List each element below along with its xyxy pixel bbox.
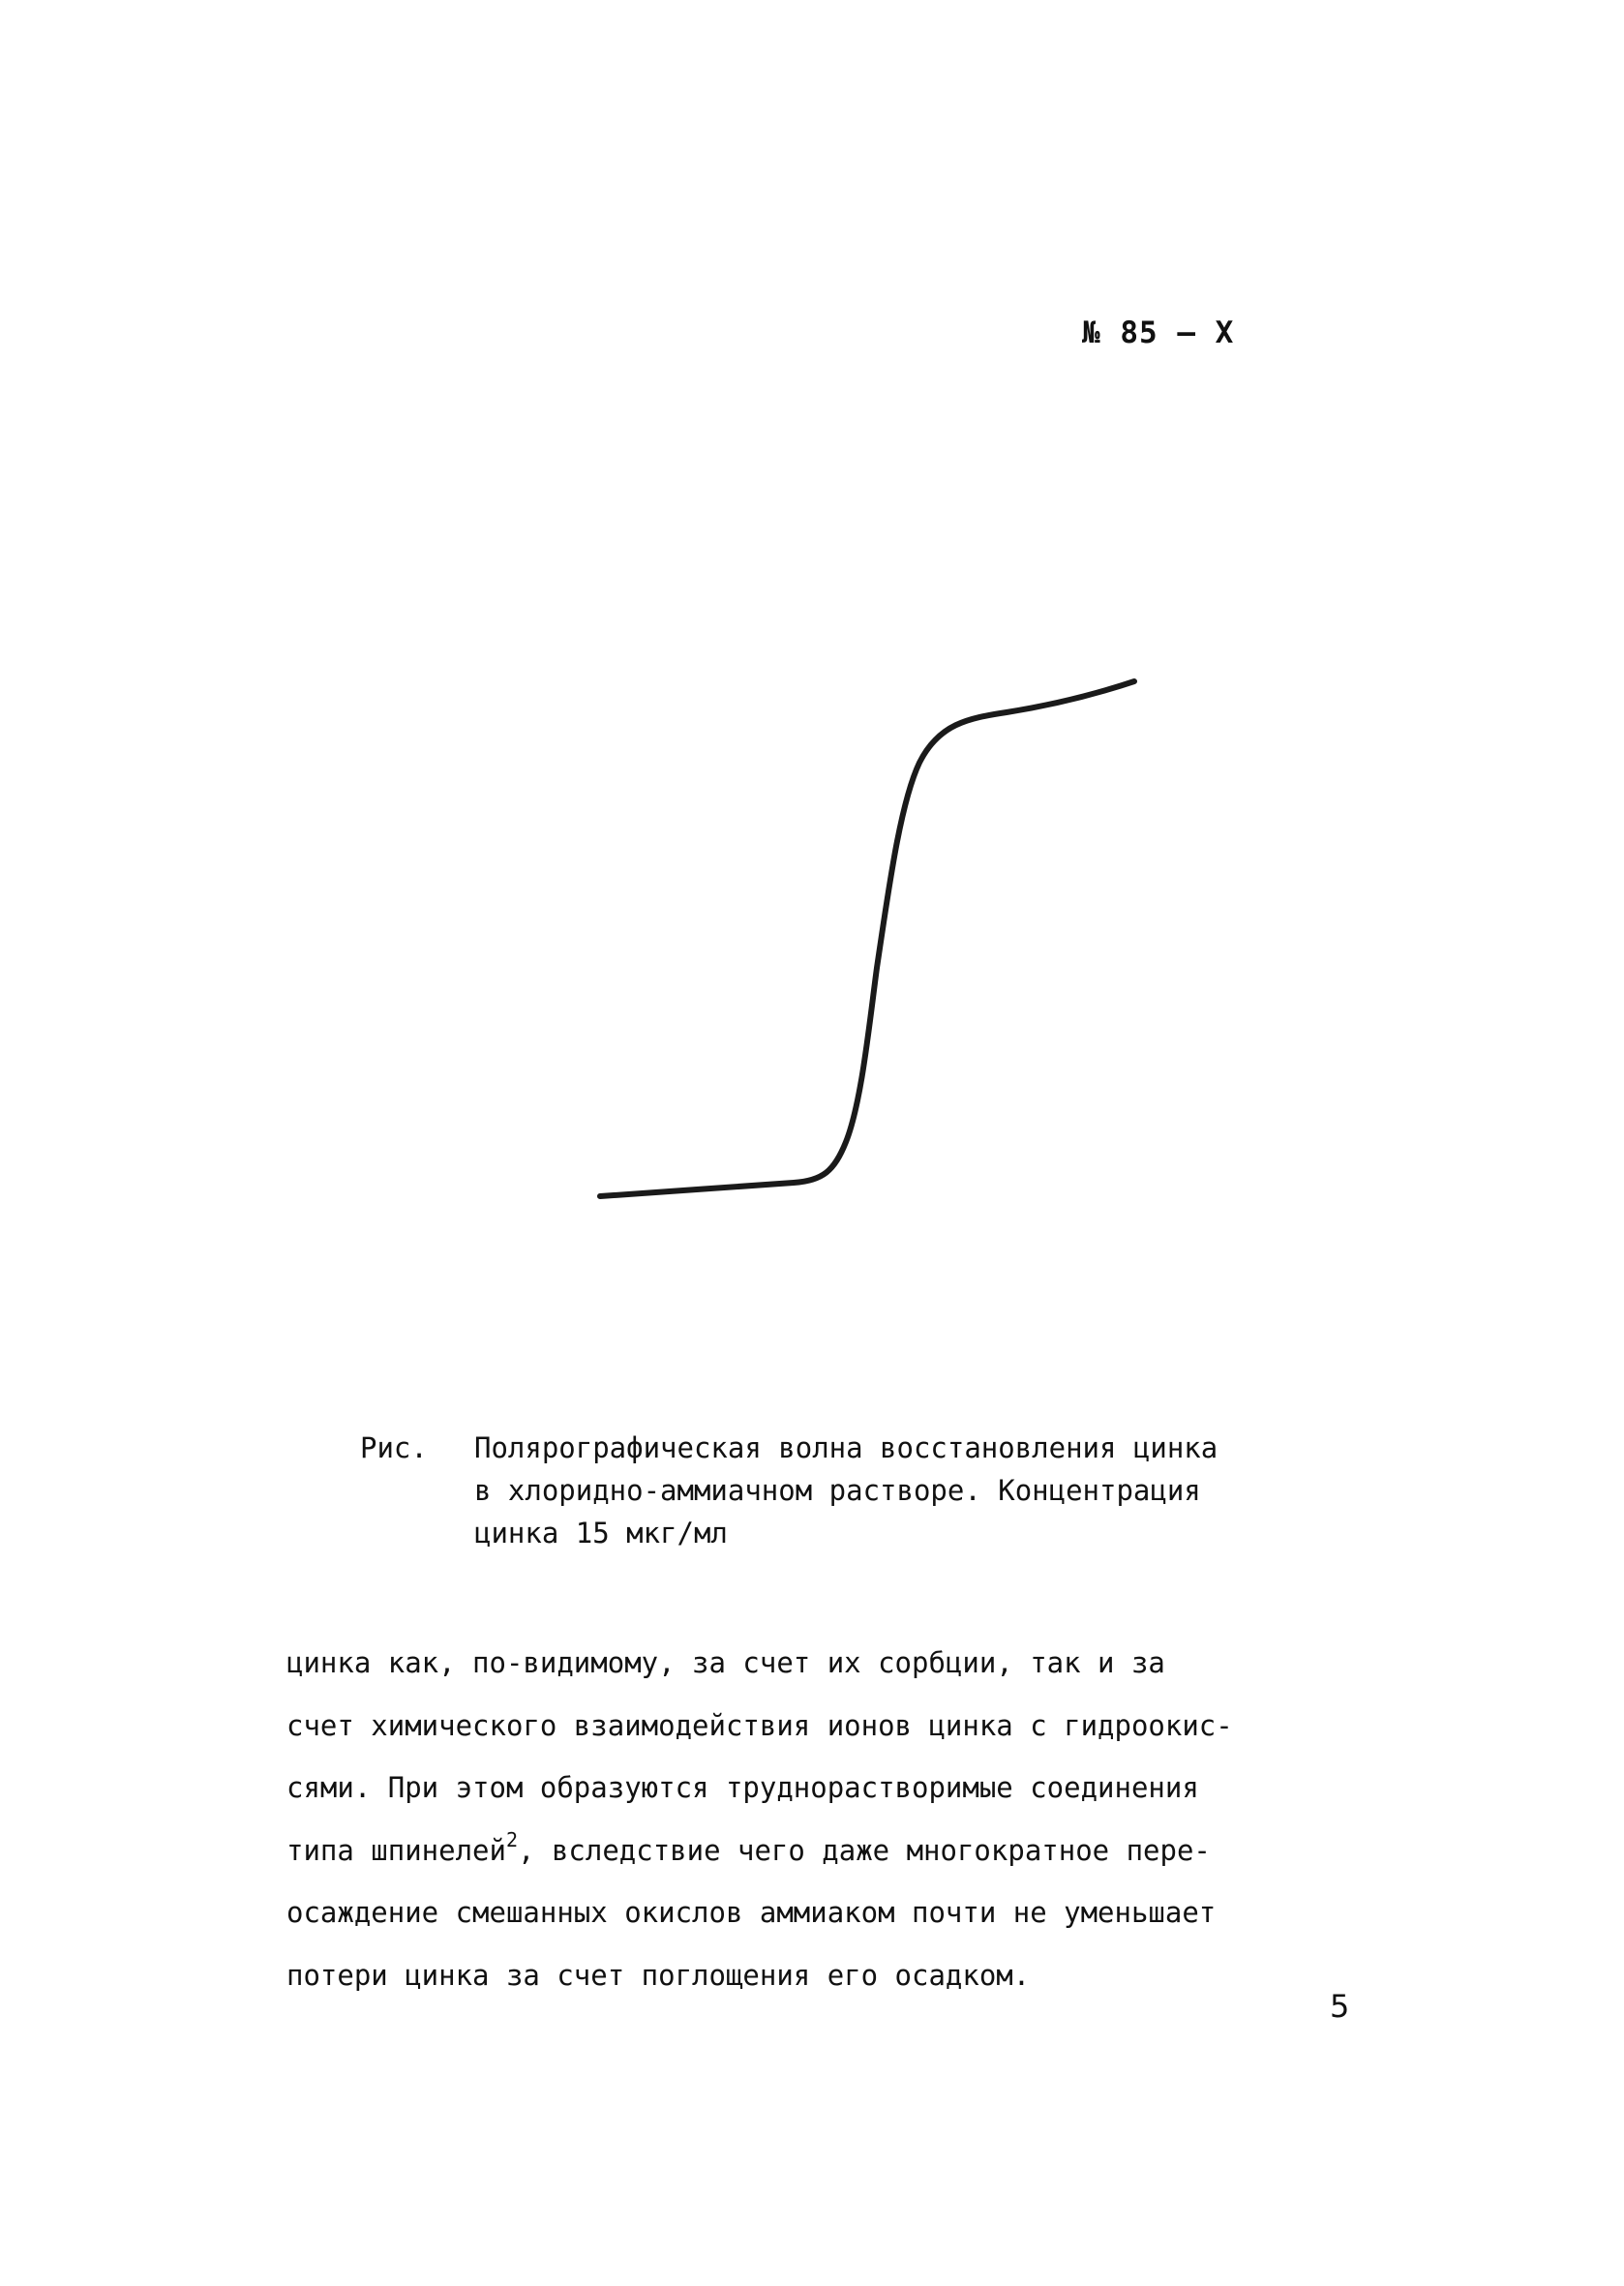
caption-text-2: в хлоридно-аммиачном растворе. Концентрация bbox=[474, 1474, 1201, 1507]
caption-line-2 bbox=[360, 1469, 1308, 1512]
body-line-4-start: типа шпинелей bbox=[286, 1833, 506, 1867]
caption-line-1 bbox=[360, 1427, 1308, 1469]
caption-text-1: Полярографическая волна восстановления цинка bbox=[474, 1431, 1218, 1464]
body-line-5: осаждение смешанных окислов аммиаком почти не уменьшает bbox=[286, 1896, 1217, 1929]
figure-caption bbox=[360, 1427, 1308, 1554]
document-number: № 85 – Х bbox=[1082, 316, 1235, 350]
caption-label: Рис. bbox=[360, 1431, 428, 1464]
body-line-3: сями. При этом образуются труднорастворимые соединения bbox=[286, 1771, 1199, 1804]
body-line-6: потери цинка за счет поглощения его осадком. bbox=[286, 1958, 1031, 1992]
footnote-reference: 2 bbox=[505, 1827, 519, 1851]
body-line-4-end: пере- bbox=[1126, 1833, 1211, 1867]
caption-line-3 bbox=[360, 1512, 1308, 1554]
polarographic-wave-figure bbox=[581, 658, 1142, 1239]
body-paragraph bbox=[286, 1632, 1332, 2006]
page-number: 5 bbox=[1330, 1988, 1350, 2025]
caption-text-3: цинка 15 мкг/мл bbox=[474, 1517, 728, 1549]
body-line-1: цинка как, по-видимому, за счет их сорбции, так и за bbox=[286, 1646, 1165, 1679]
polarographic-wave-svg bbox=[581, 658, 1142, 1239]
body-line-4 bbox=[286, 1820, 1332, 1882]
polarographic-wave-curve bbox=[600, 681, 1134, 1196]
body-line-2: счет химического взаимодействия ионов цинка с гидроокис- bbox=[286, 1708, 1233, 1742]
body-line-4-middle: , вследствие чего даже многократное bbox=[518, 1833, 1127, 1867]
